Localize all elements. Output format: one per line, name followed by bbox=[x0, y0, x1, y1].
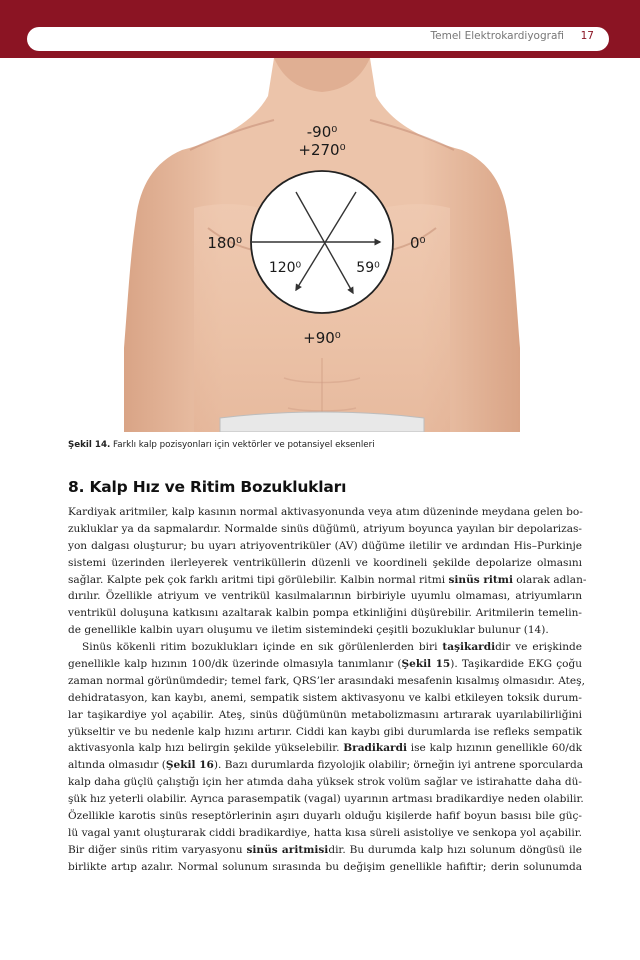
text-run: birlikte artıp azalır. Normal solunum sırasında bu değişim genellikle hafiftir; derin solunumda bbox=[68, 860, 582, 873]
text-run: şük hız yeterli olabilir. Ayrıca parasempatik (vagal) uyarının artması bradikardiye neden olabilir. bbox=[68, 793, 584, 806]
text-line bbox=[68, 555, 582, 572]
text-line bbox=[68, 588, 582, 605]
text-line bbox=[68, 656, 582, 673]
label-minus90: -90⁰ bbox=[306, 123, 338, 141]
text-run: yon dalgası oluşturur; bu uyarı atriyoventriküler (AV) düğüme iletilir ve ardından His–Purkinje bbox=[68, 539, 582, 552]
text-run: dırılır. Özellikle atriyum ve ventrikül kasılmalarının birbiriyle uyumlu olmaması, atriyumların bbox=[68, 590, 582, 603]
text-run: ise kalp hızının genellikle 60/dk bbox=[407, 742, 582, 755]
waistband bbox=[220, 412, 424, 432]
section-body bbox=[68, 504, 587, 876]
text-run: dir ve erişkinde bbox=[495, 641, 582, 654]
text-run: de genellikle kalbin uyarı oluşumu ve iletim sistemindeki çeşitli bozukluklar bulunur (14). bbox=[68, 624, 549, 637]
text-line bbox=[68, 690, 582, 707]
text-run: genellikle kalp hızının 100/dk üzerinde olmasıyla tanımlanır ( bbox=[68, 658, 402, 671]
bold-term: Şekil 16 bbox=[165, 759, 214, 772]
text-run: Özellikle karotis sinüs reseptörlerinin aşırı duyarlı olduğu kişilerde hafif boyun basısı bile güç- bbox=[68, 810, 582, 823]
text-line bbox=[68, 504, 582, 521]
bold-term: Şekil 15 bbox=[401, 658, 451, 671]
caption-label: Şekil 14. bbox=[68, 440, 111, 450]
caption-text: Farklı kalp pozisyonları için vektörler ve potansiyel eksenleri bbox=[110, 440, 375, 450]
text-run: sağlar. Kalpte pek çok farklı aritmi tipi görülebilir. Kalbin normal ritmi bbox=[68, 573, 449, 586]
text-line bbox=[68, 605, 582, 622]
label-0: 0⁰ bbox=[410, 234, 426, 252]
text-line bbox=[68, 707, 582, 724]
text-line bbox=[68, 740, 582, 757]
text-run: yükseltir ve bu nedenle kalp hızını artırır. Ciddi kan kaybı gibi durumlarda ise refleks sempatik bbox=[68, 725, 582, 738]
text-line bbox=[68, 791, 582, 808]
text-run: Kardiyak aritmiler, kalp kasının normal aktivasyonunda veya atım düzeninde meydana gelen bo- bbox=[68, 506, 583, 518]
text-run: altında olmasıdır ( bbox=[68, 759, 166, 772]
text-run: Bir diğer sinüs ritim varyasyonu bbox=[68, 843, 247, 856]
text-line bbox=[68, 639, 582, 656]
text-line bbox=[68, 859, 582, 876]
label-180: 180⁰ bbox=[207, 234, 242, 252]
text-run: lü vagal yanıt oluşturarak ciddi bradikardiye, hatta kısa süreli asistoliye ve senkopa yol açabilir. bbox=[68, 826, 582, 839]
label-plus270: +270⁰ bbox=[298, 141, 346, 159]
text-line bbox=[68, 538, 582, 555]
section-heading: 8. Kalp Hız ve Ritim Bozuklukları bbox=[68, 478, 347, 496]
figure-caption bbox=[68, 440, 588, 450]
text-line bbox=[68, 673, 585, 690]
text-line bbox=[68, 757, 582, 774]
text-run: ). Taşikardide EKG çoğu bbox=[450, 658, 582, 671]
text-run: Sinüs kökenli ritim bozuklukları içinde en sık görülenlerden biri bbox=[82, 641, 443, 654]
text-line bbox=[68, 622, 582, 639]
label-120: 120⁰ bbox=[268, 260, 302, 276]
text-line bbox=[68, 774, 582, 791]
text-line bbox=[68, 724, 582, 741]
page-number: 17 bbox=[580, 30, 594, 42]
text-run: zaman normal görünümdedir; temel fark, QRS’ler arasındaki mesafenin kısalmış olmasıdır. Ateş, bbox=[68, 674, 585, 687]
text-line bbox=[68, 825, 582, 842]
text-line bbox=[68, 842, 582, 859]
bold-term: Bradikardi bbox=[343, 742, 407, 755]
header-bar bbox=[27, 27, 609, 51]
text-run: sistemi üzerinden ilerleyerek ventriküllerin düzenli ve koordineli şekilde depolarize olmasını bbox=[68, 556, 582, 569]
text-run: lar taşikardiye yol açabilir. Ateş, sinüs düğümünün metabolizmasını artırarak uyarılabilirliğini bbox=[68, 708, 582, 721]
text-run: zukluklar ya da sapmalardır. Normalde sinüs düğümü, atriyum boyunca yayılan bir depolarizas- bbox=[68, 522, 582, 535]
bold-term: sinüs aritmisi bbox=[246, 843, 329, 856]
text-line bbox=[68, 808, 582, 825]
text-run: dir. Bu durumda kalp hızı solunum döngüsü ile bbox=[328, 843, 582, 856]
label-plus90: +90⁰ bbox=[303, 329, 341, 347]
text-run: kalp daha güçlü çalıştığı için her atımda daha yüksek strok volüm sağlar ve istirahatte daha dü- bbox=[68, 776, 582, 789]
running-title: Temel Elektrokardiyografi bbox=[430, 30, 564, 42]
text-run: dehidratasyon, kan kaybı, anemi, sempatik sistem aktivasyonu ve kalbi etkileyen toksik durum- bbox=[68, 691, 582, 704]
text-line bbox=[68, 521, 582, 538]
header-band bbox=[0, 0, 640, 58]
text-line bbox=[68, 572, 587, 589]
bold-term: sinüs ritmi bbox=[448, 573, 513, 586]
figure-torso-axis-diagram bbox=[124, 58, 520, 432]
label-59: 59⁰ bbox=[356, 260, 380, 276]
text-run: ventrikül doluşuna katkısını azaltarak kalbin pompa etkinliğini düşürebilir. Aritmilerin temelin- bbox=[68, 607, 582, 620]
text-run: olarak adlan- bbox=[512, 573, 587, 586]
text-run: aktivasyonla kalp hızı belirgin şekilde yükselebilir. bbox=[68, 742, 344, 755]
bold-term: taşikardi bbox=[442, 641, 496, 654]
text-run: ). Bazı durumlarda fizyolojik olabilir; örneğin iyi antrene sporcularda bbox=[213, 759, 584, 772]
